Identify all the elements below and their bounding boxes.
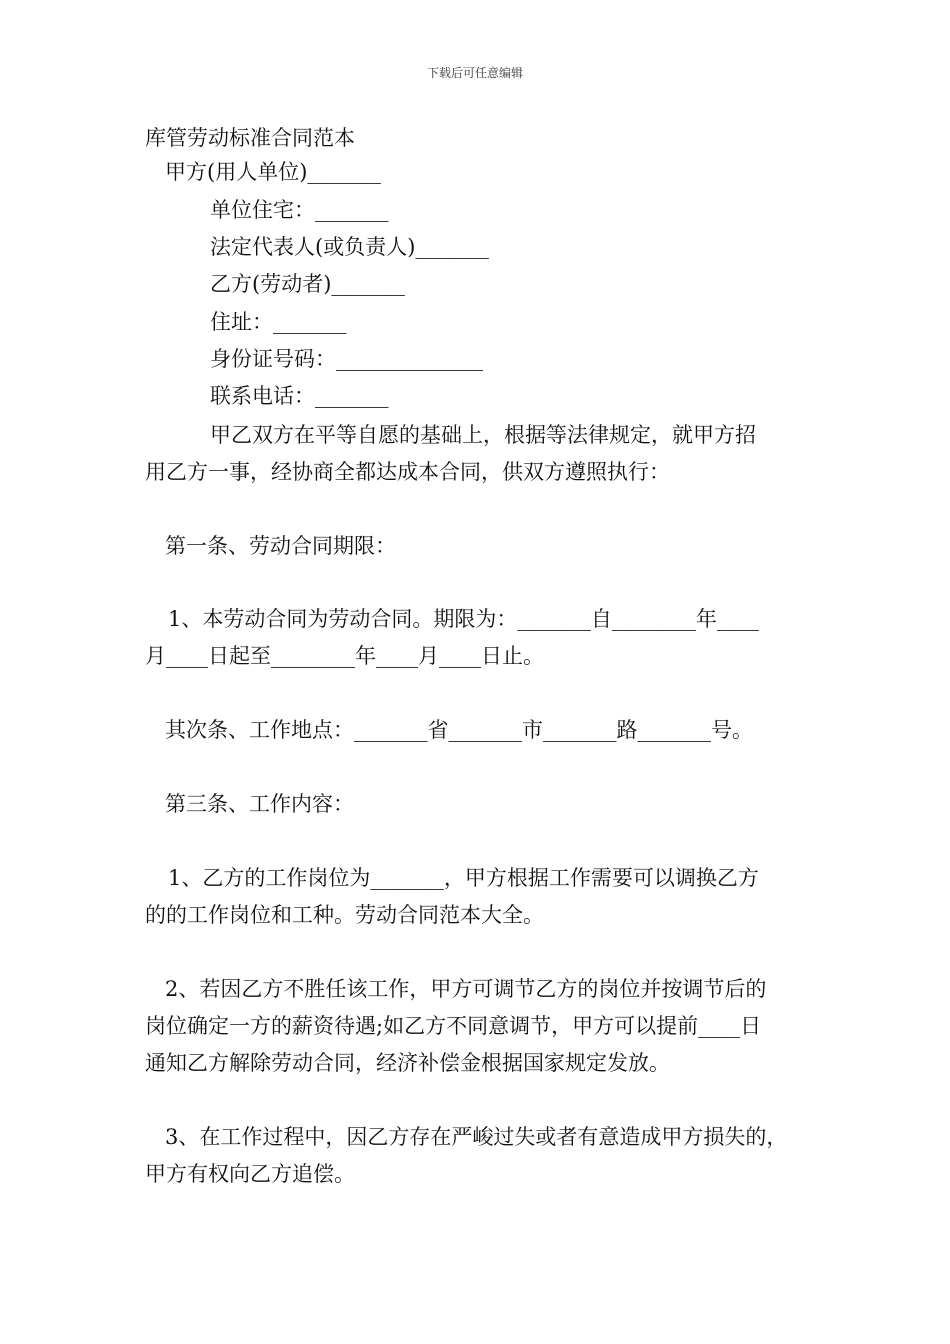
preamble-line-2: 用乙方一事，经协商全都达成本合同，供双方遵照执行： [145,460,670,484]
employer-address-line: 单位住宅：_______ [210,198,389,222]
employee-address-line: 住址：_______ [210,310,347,334]
article-3-clause-2-line-1: 2、若因乙方不胜任该工作，甲方可调节乙方的岗位并按调节后的 [165,977,767,1001]
party-b-line: 乙方(劳动者)_______ [210,272,405,296]
document-title: 库管劳动标准合同范本 [145,126,355,150]
preamble-line-1: 甲乙双方在平等自愿的基础上，根据等法律规定，就甲方招 [210,423,756,447]
page-header: 下载后可任意编辑 [426,66,523,80]
article-3-clause-3-line-1: 3、在工作过程中，因乙方存在严峻过失或者有意造成甲方损失的， [165,1125,788,1149]
article-3-clause-1-line-1: 1、乙方的工作岗位为_______，甲方根据工作需要可以调换乙方 [168,866,759,890]
article-3-clause-2-line-2: 岗位确定一方的薪资待遇;如乙方不同意调节，甲方可以提前____日 [145,1014,762,1038]
party-a-line: 甲方(用人单位)_______ [165,160,381,184]
article-2-line: 其次条、工作地点：_______省_______市_______路_______号。 [165,718,753,742]
article-3-heading: 第三条、工作内容： [165,792,354,816]
article-3-clause-3-line-2: 甲方有权向乙方追偿。 [145,1162,355,1186]
phone-line: 联系电话：_______ [210,384,389,408]
article-1-clause-1-line-1: 1、本劳动合同为劳动合同。期限为：_______自________年____ [168,607,759,631]
article-3-clause-2-line-3: 通知乙方解除劳动合同，经济补偿金根据国家规定发放。 [145,1051,670,1075]
id-number-line: 身份证号码：______________ [210,347,483,371]
article-3-clause-1-line-2: 的的工作岗位和工种。劳动合同范本大全。 [145,903,544,927]
article-1-heading: 第一条、劳动合同期限： [165,534,396,558]
legal-representative-line: 法定代表人(或负责人)_______ [210,235,489,259]
article-1-clause-1-line-2: 月____日起至________年____月____日止。 [145,644,544,668]
